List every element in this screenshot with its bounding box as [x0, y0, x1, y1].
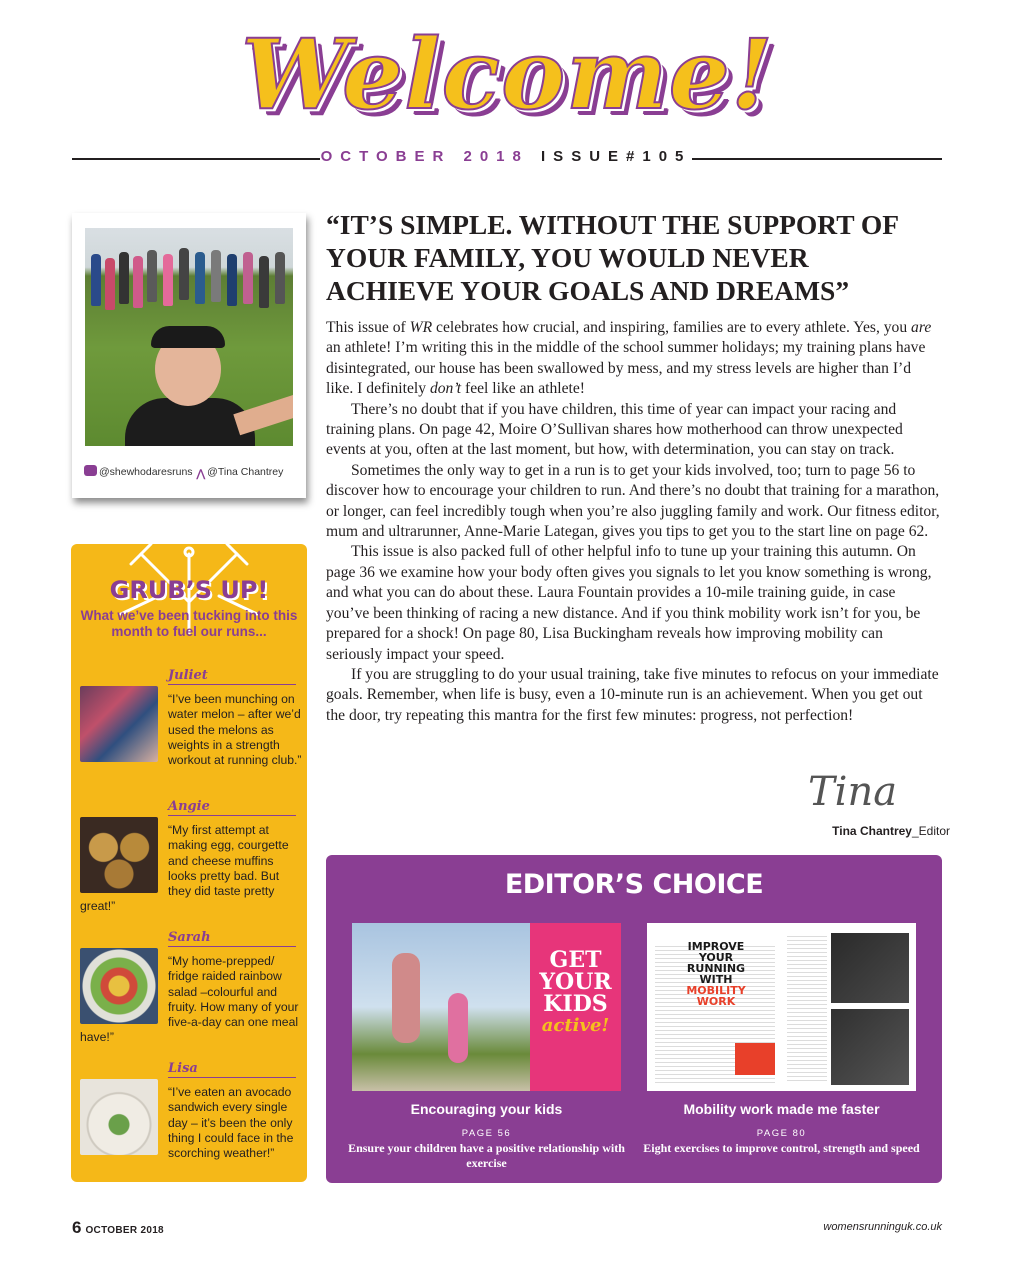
preview-text: active! [541, 1015, 610, 1036]
preview-text: KIDS [543, 991, 608, 1017]
editors-choice-page: PAGE 80 [756, 1128, 807, 1139]
article-preview-image [647, 923, 916, 1091]
editors-choice-caption: Mobility work made me faster [683, 1101, 880, 1117]
editor-name: Tina Chantrey [832, 824, 912, 838]
page-folio [72, 1218, 164, 1238]
editor-sign-off [790, 824, 950, 838]
grubs-up-title: GRUB’S UP! [109, 576, 269, 604]
editor-selfie-photo [85, 228, 293, 446]
article-paragraph: If you are struggling to do your usual training, take five minutes to refocus on your immediate goals. Remember, when life is busy, even a 10-minute run is an achievement. When you get out the door, try repeating this mantra for the first few minutes: progress, not perfection! [326, 665, 939, 724]
grub-entry-quote [80, 692, 302, 768]
instagram-icon [84, 465, 97, 476]
editors-choice-description: Ensure your children have a positive relationship with exercise [348, 1141, 625, 1170]
preview-text: MOBILITY [686, 984, 746, 997]
masthead-title: Welcome! [241, 18, 774, 131]
article-preview-image [352, 923, 621, 1091]
grub-entry-quote-text: “I’ve eaten an avocado sandwich every single day – it’s been the only thing I could face in the scorching weather!” [168, 1085, 294, 1161]
issue-line [320, 148, 692, 165]
grub-entry-name: Sarah [168, 930, 296, 947]
preview-text: YOUR [539, 969, 612, 995]
article-headline: “IT’S SIMPLE. WITHOUT THE SUPPORT OF YOUR FAMILY, YOU WOULD NEVER ACHIEVE YOUR GOALS AND DREAMS” [326, 209, 899, 306]
editors-choice-page: PAGE 56 [461, 1128, 512, 1139]
preview-text: RUNNING [686, 962, 746, 975]
grub-entry-quote [80, 954, 302, 1046]
grub-entry-name: Lisa [168, 1061, 296, 1078]
grub-entry-quote [80, 823, 302, 915]
issue-number: ISSUE#105 [541, 148, 692, 165]
footer-date: OCTOBER 2018 [85, 1225, 164, 1236]
divider-left [72, 158, 320, 160]
strava-handle: @Tina Chantrey [207, 466, 284, 478]
article-paragraph: This issue of WR celebrates how crucial, and inspiring, families are to every athlete. Yes, you are an athlete! I’m writing this in the middle of the school summer holidays; my training plans have disintegrated, our house has been swallowed by mess, and my stress levels are higher than I’d like. I definitely don’t feel like an athlete! [326, 319, 932, 398]
page-number: 6 [72, 1218, 82, 1237]
editors-choice-panel [326, 855, 942, 1183]
preview-text: WORK [696, 995, 736, 1008]
instagram-handle: @shewhodaresruns [99, 466, 193, 478]
grub-entry-name: Angie [168, 799, 296, 816]
preview-text: WITH [699, 973, 733, 986]
grub-entry-quote-text: “My first attempt at making egg, courgette and cheese muffins looks pretty bad. But they did taste pretty great!” [80, 823, 289, 914]
article-body [326, 318, 942, 726]
article-paragraph: Sometimes the only way to get in a run is to get your kids involved, too; turn to page 56 to discover how to encourage your children to run. And there’s no doubt that training for a marathon, or longer, can feel incredibly tough when you’re also juggling family and work. Our fitness editor, mum and ultrarunner, Anne-Marie Lategan, gives you tips to get you to the start line on page 62. [326, 461, 940, 541]
editor-signature: Tina [808, 769, 898, 815]
article-paragraph: There’s no doubt that if you have children, this time of year can impact your racing and training plans. On page 42, Moire O’Sullivan shares how motherhood can throw unexpected events at you, often at the last moment, but how, with determination, you can stay on track. [326, 400, 903, 459]
grubs-up-subtitle: What we’ve been tucking into this month to fuel our runs... [80, 608, 298, 639]
editors-choice-description: Eight exercises to improve control, strength and speed [643, 1141, 920, 1155]
grub-entry-quote [80, 1085, 302, 1161]
grub-entry-quote-text: “I’ve been munching on water melon – after we’d used the melons as weights in a strength workout at running club.” [168, 692, 302, 768]
divider-right [692, 158, 942, 160]
grub-entry-name: Juliet [168, 668, 296, 685]
grubs-up-panel [71, 544, 307, 1182]
photo-credits [84, 465, 299, 480]
preview-text: IMPROVE [687, 940, 745, 953]
grub-entry-quote-text: “My home-prepped/ fridge raided rainbow salad –colourful and fruity. How many of your five-a-day can one meal have!” [80, 954, 299, 1045]
preview-text: GET [549, 947, 602, 973]
footer-website: womensrunninguk.co.uk [823, 1221, 942, 1233]
editor-photo-polaroid [72, 213, 306, 498]
editors-choice-caption: Encouraging your kids [410, 1101, 563, 1117]
preview-text: YOUR [698, 951, 734, 964]
issue-month: OCTOBER 2018 [320, 148, 529, 165]
article-paragraph: This issue is also packed full of other helpful info to tune up your training this autumn. On page 36 we examine how your body often gives you signals to let you know something is wrong, and what you can do about these. Laura Fountain provides a 10-mile training guide, in case you’ve been thinking of racing a new distance. And if you think mobility work isn’t for you, be prepared for a shock! On page 80, Lisa Buckingham reveals how improving mobility can seriously impact your speed. [326, 543, 932, 663]
editor-role: _Editor [911, 824, 950, 838]
editors-choice-title: EDITOR’S CHOICE [504, 869, 764, 900]
group-of-runners [85, 246, 293, 326]
strava-icon: ⋀ [196, 468, 206, 480]
